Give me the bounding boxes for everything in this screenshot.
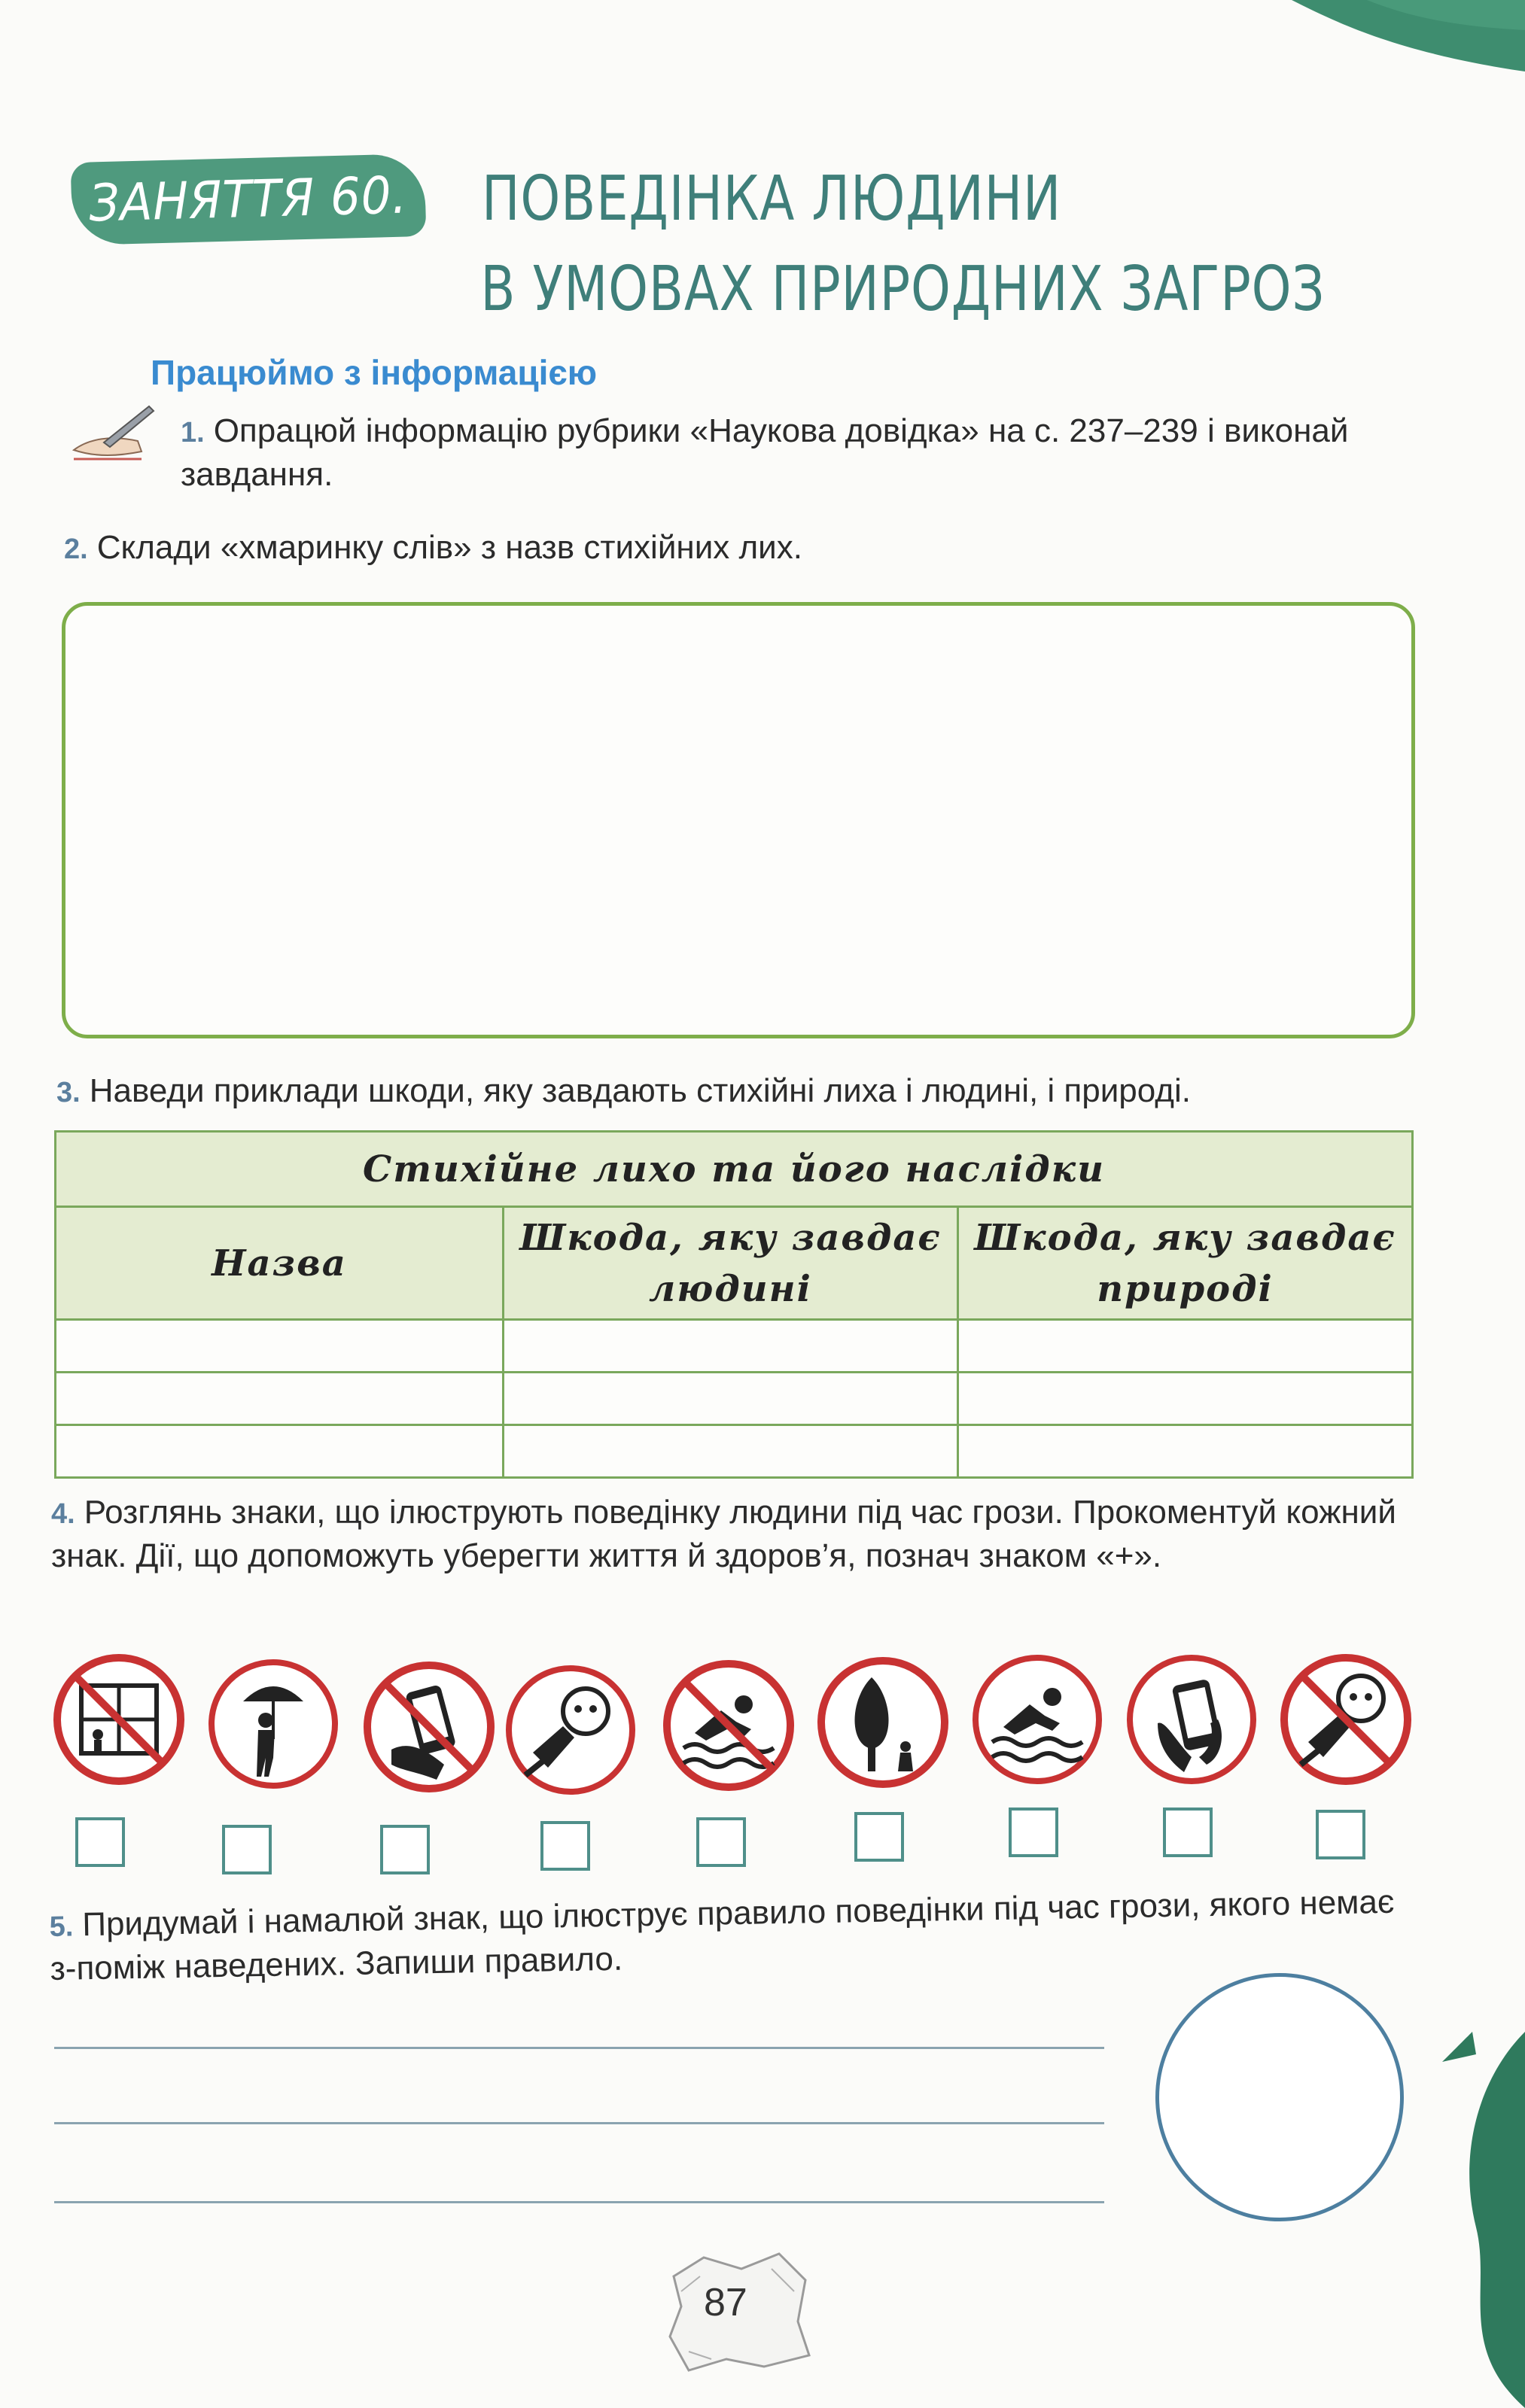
lesson-title-line2: В УМОВАХ ПРИРОДНИХ ЗАГРОЗ: [480, 254, 1326, 325]
table-cell[interactable]: [56, 1425, 504, 1478]
table-cell[interactable]: [56, 1373, 504, 1425]
phone-use-prohibited-icon: [361, 1659, 497, 1795]
sign-checkbox-8[interactable]: [1163, 1808, 1213, 1857]
sign-drawing-circle[interactable]: [1155, 1973, 1404, 2221]
sign-checkbox-9[interactable]: [1316, 1810, 1365, 1859]
task-1: [181, 410, 1423, 496]
sign-checkbox-4[interactable]: [540, 1821, 590, 1871]
table-row: [56, 1320, 1413, 1373]
task-text: Придумай і намалюй знак, що ілюструє правило поведінки під час грози, якого немає з-поміж наведених. Запиши правило.: [50, 1883, 1395, 1987]
answer-line-3[interactable]: [54, 2201, 1104, 2203]
task-number: 2.: [64, 534, 88, 565]
sign-checkbox-6[interactable]: [854, 1812, 904, 1862]
answer-line-2[interactable]: [54, 2122, 1104, 2124]
task-text: Наведи приклади шкоди, яку завдають стихійні лиха і людині, і природі.: [89, 1072, 1191, 1109]
sign-checkbox-2[interactable]: [222, 1825, 272, 1874]
sign-checkbox-7[interactable]: [1009, 1808, 1058, 1857]
table-cell[interactable]: [56, 1320, 504, 1373]
person-under-umbrella-icon: [205, 1656, 341, 1792]
task-text: Розглянь знаки, що ілюструють поведінку людини під час грози. Прокоментуй кожний знак. Дії, що допоможуть уберегти життя й здоров’я, познач знаком «+».: [51, 1494, 1396, 1574]
sign-checkbox-1[interactable]: [75, 1817, 125, 1867]
lesson-badge-text: ЗАНЯТТЯ 60.: [88, 165, 409, 234]
decorative-corner-blob: [1277, 0, 1525, 83]
task-number: 5.: [49, 1911, 74, 1943]
task-3: [56, 1070, 1464, 1114]
table-cell[interactable]: [957, 1320, 1412, 1373]
thunderstorm-signs-row: [51, 1652, 1421, 1795]
answer-line-1[interactable]: [54, 2047, 1104, 2049]
lesson-title-line1: ПОВЕДІНКА ЛЮДИНИ: [482, 163, 1062, 235]
lesson-number-badge: [71, 154, 427, 245]
page-number: 87: [704, 2281, 747, 2324]
swimming-icon: [969, 1652, 1105, 1787]
task-text: Опрацюй інформацію рубрики «Наукова довідка» на с. 237–239 і виконай завдання.: [181, 412, 1349, 493]
table-cell[interactable]: [503, 1320, 957, 1373]
column-header-nature-harm: Шкода, яку завдає природі: [957, 1207, 1412, 1320]
table-cell[interactable]: [503, 1425, 957, 1478]
table-row: [56, 1425, 1413, 1478]
task-5: [49, 1880, 1428, 1990]
sign-checkbox-3[interactable]: [380, 1825, 430, 1874]
column-header-human-harm: Шкода, яку завдає людині: [503, 1207, 957, 1320]
word-cloud-answer-box[interactable]: [62, 602, 1415, 1038]
plug-in-socket-prohibited-icon: [1278, 1652, 1414, 1787]
table-title: Стихійне лихо та його наслідки: [56, 1132, 1413, 1207]
plug-in-socket-icon: [503, 1662, 638, 1798]
tree-shelter-icon: [815, 1655, 951, 1790]
decorative-side-blob: [1412, 2032, 1525, 2408]
task-number: 3.: [56, 1077, 81, 1108]
disaster-consequences-table: [54, 1130, 1414, 1479]
column-header-name: Назва: [56, 1207, 504, 1320]
lesson-title: [482, 154, 1325, 335]
phone-in-hand-icon: [1124, 1652, 1259, 1787]
table-cell[interactable]: [957, 1373, 1412, 1425]
sign-checkbox-5[interactable]: [696, 1817, 746, 1867]
task-2: [64, 527, 1344, 570]
table-cell[interactable]: [503, 1373, 957, 1425]
writing-hand-icon: [66, 397, 157, 465]
task-text: Склади «хмаринку слів» з назв стихійних лих.: [96, 529, 802, 566]
task-number: 1.: [181, 417, 205, 448]
task-number: 4.: [51, 1498, 75, 1530]
table-row: [56, 1373, 1413, 1425]
open-window-prohibited-icon: [51, 1652, 187, 1787]
section-heading: Працюймо з інформацією: [151, 353, 598, 392]
table-cell[interactable]: [957, 1425, 1412, 1478]
swimming-prohibited-icon: [661, 1658, 796, 1793]
task-4: [51, 1491, 1436, 1577]
